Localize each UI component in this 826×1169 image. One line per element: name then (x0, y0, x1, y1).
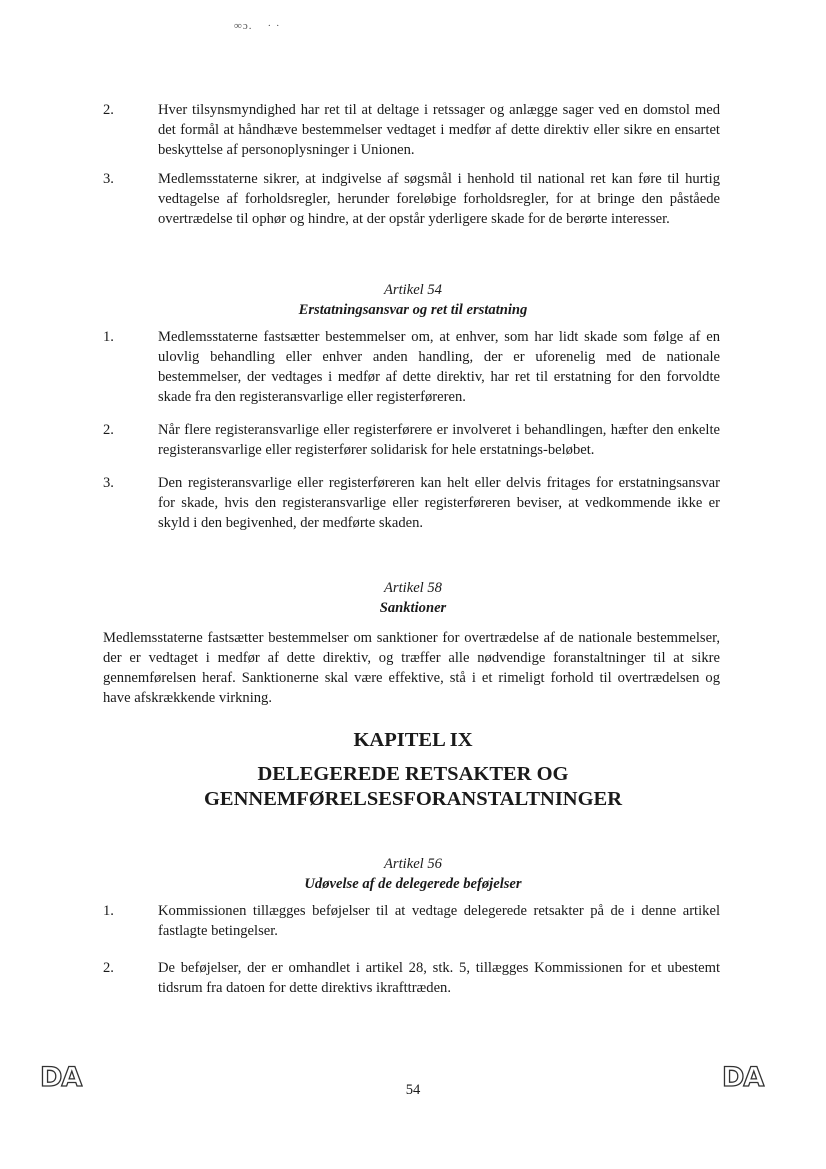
item-text: Medlemsstaterne fastsætter bestemmelser om, at enhver, som har lidt skade som følge af en ulovlig behandling eller enhver anden handling, der er uforenelig med de nationale bestemmelser, der vedtages i medfør af dette direktiv, har ret til erstatning for den forvoldte skade fra den registeransvarlige eller registerføreren. (158, 329, 720, 405)
chapter-title-line2: GENNEMFØRELSESFORANSTALTNINGER (203, 788, 623, 810)
article-56-title: Udøvelse af de delegerede beføjelser (304, 876, 522, 892)
article-54-title: Erstatningsansvar og ret til erstatning (298, 302, 528, 318)
item-number: 1. (103, 903, 114, 919)
item-text: Når flere registeransvarlige eller registerførere er involveret i behandlingen, hæfter den enkelte registeransvarlige eller registerfører solidarisk for hele erstatnings-beløbet. (158, 422, 720, 458)
item-text: Hver tilsynsmyndighed har ret til at deltage i retssager og anlægge sager ved en domstol med det formål at håndhæve bestemmelser vedtaget i medfør af dette direktiv eller sikre en ensartet beskyttelse af personoplysninger i Unionen. (158, 102, 720, 158)
chapter-label: KAPITEL IX (353, 729, 473, 751)
top-items (103, 100, 720, 229)
item-number: 1. (103, 329, 114, 345)
item-text: De beføjelser, der er omhandlet i artikel 28, stk. 5, tillægges Kommissionen for et ubestemt tidsrum fra datoen for dette direktivs ikrafttræden. (158, 960, 720, 996)
list-item (103, 420, 720, 460)
item-number: 3. (103, 171, 114, 187)
article-58-label: Artikel 58 (384, 580, 442, 596)
article-58-title: Sanktioner (379, 600, 447, 616)
list-item (103, 958, 720, 998)
chapter-title-line1: DELEGEREDE RETSAKTER OG (257, 763, 569, 785)
item-text: Kommissionen tillægges beføjelser til at vedtage delegerede retsakter på de i denne artikel fastlagte betingelser. (158, 903, 720, 939)
list-item (103, 901, 720, 941)
item-number: 3. (103, 475, 114, 491)
article-58-text: Medlemsstaterne fastsætter bestemmelser om sanktioner for overtrædelse af de nationale bestemmelser, der er vedtaget i medfør af dette direktiv, og træffer alle nødvendige foranstaltninger til at sikre gennemførelsen heraf. Sanktionerne skal være effektive, stå i et rimeligt forhold til overtrædelsen og have afskrækkende virkning. (103, 630, 720, 706)
language-code-right: DA (722, 1062, 764, 1093)
list-item (103, 100, 720, 160)
article-56-label: Artikel 56 (384, 856, 442, 872)
list-item (103, 169, 720, 229)
language-code-left: DA (40, 1062, 82, 1093)
item-number: 2. (103, 960, 114, 976)
article-54-items (103, 327, 720, 533)
list-item (103, 327, 720, 407)
item-number: 2. (103, 422, 114, 438)
item-number: 2. (103, 102, 114, 118)
scan-artifact: ∞ɔ. · · (234, 20, 281, 32)
list-item (103, 473, 720, 533)
page-number: 54 (405, 1082, 421, 1098)
article-56-items (103, 901, 720, 998)
item-text: Den registeransvarlige eller registerføreren kan helt eller delvis fritages for erstatningsansvar for skade, hvis den registeransvarlige eller registerføreren beviser, at vedkommende ikke er skyld i den begivenhed, der medførte skaden. (158, 475, 720, 531)
item-text: Medlemsstaterne sikrer, at indgivelse af søgsmål i henhold til national ret kan føre til hurtig vedtagelse af forholdsregler, herunder foreløbige forholdsregler, for at bringe den påståede overtrædelse til ophør og hindre, at der opstår yderligere skade for de berørte interesser. (158, 171, 720, 227)
article-54-label: Artikel 54 (384, 282, 442, 298)
